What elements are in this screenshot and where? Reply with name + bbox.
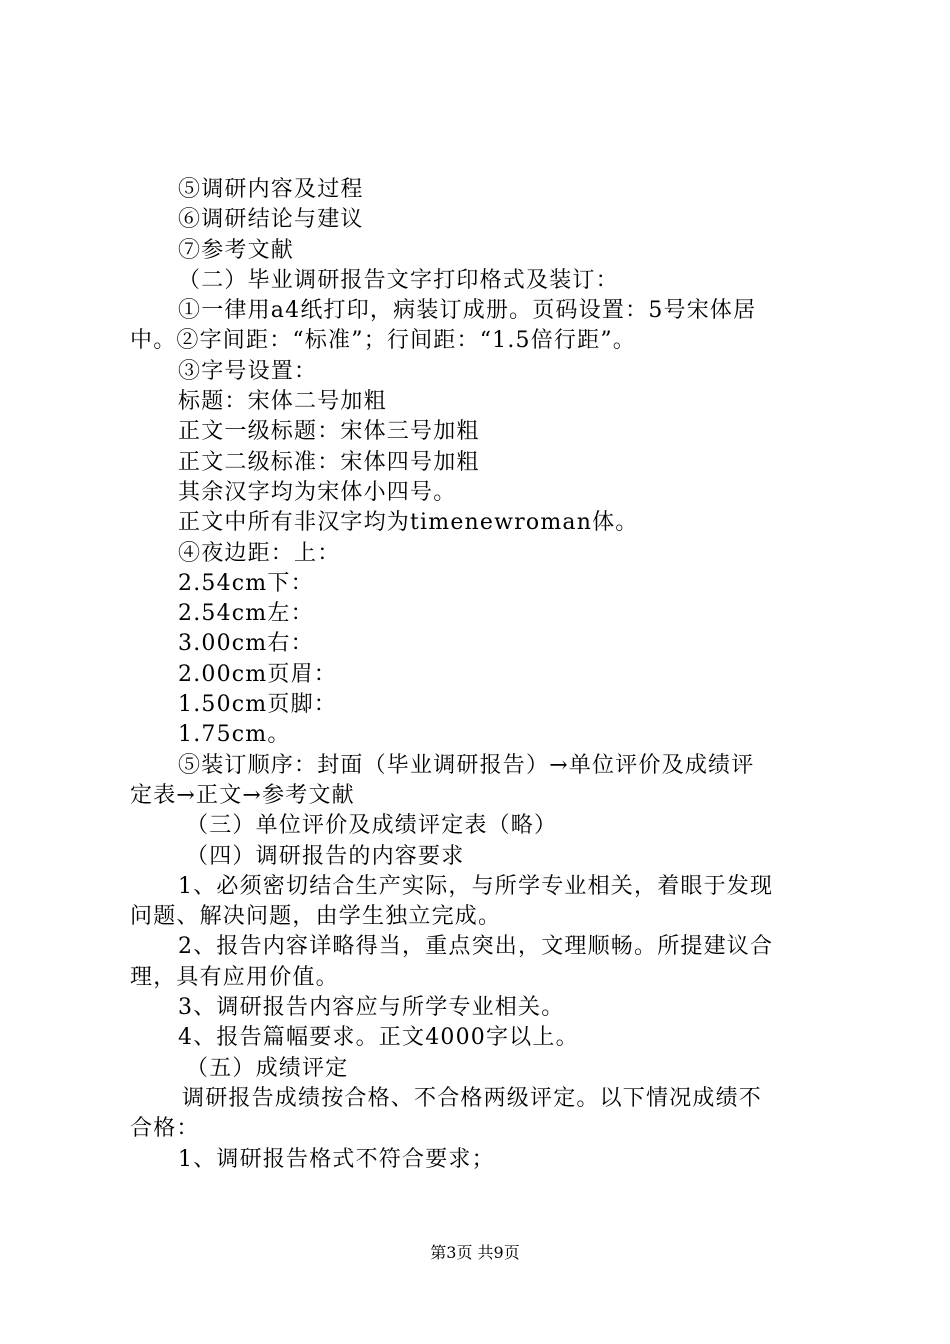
section-heading-4: （四）调研报告的内容要求 — [186, 843, 465, 869]
paragraph-line: 1.75cm。 — [178, 722, 291, 748]
list-item-research-content: ⑤调研内容及过程 — [178, 177, 364, 202]
paragraph-line: 问题、解决问题，由学生独立完成。 — [130, 904, 502, 930]
paragraph-line: 其余汉字均为宋体小四号。 — [178, 479, 457, 505]
paragraph-line: 正文中所有非汉字均为timenewroman体。 — [178, 510, 639, 536]
section-heading-3: （三）单位评价及成绩评定表（略） — [186, 813, 558, 839]
paragraph-line: 1.50cm页脚： — [178, 692, 337, 718]
paragraph-line: 中。②字间距：“标准”；行间距：“1.5倍行距”。 — [130, 328, 636, 354]
paragraph-line: 2、报告内容详略得当，重点突出，文理顺畅。所提建议合 — [178, 934, 774, 960]
paragraph-line: ①一律用a4纸打印，病装订成册。页码设置：5号宋体居 — [178, 298, 757, 324]
document-body — [130, 175, 832, 1175]
paragraph-line: 4、报告篇幅要求。正文4000字以上。 — [178, 1025, 579, 1051]
paragraph-line: 2.00cm页眉： — [178, 661, 337, 687]
list-item-references: ⑦参考文献 — [178, 237, 295, 263]
paragraph-line: 3、调研报告内容应与所学专业相关。 — [178, 995, 565, 1021]
paragraph-line: 调研报告成绩按合格、不合格两级评定。以下情况成绩不 — [182, 1085, 763, 1111]
paragraph-line: 1、必须密切结合生产实际，与所学专业相关，着眼于发现 — [178, 873, 774, 899]
section-heading-2: （二）毕业调研报告文字打印格式及装订： — [178, 267, 619, 293]
paragraph-line: 2.54cm左： — [178, 601, 314, 627]
paragraph-line: ⑤装订顺序：封面（毕业调研报告）→单位评价及成绩评 — [178, 752, 755, 778]
paragraph-line: 理，具有应用价值。 — [130, 964, 339, 990]
paragraph-line: ④夜边距：上： — [178, 540, 341, 566]
paragraph-line: 标题：宋体二号加粗 — [178, 389, 387, 415]
section-heading-5: （五）成绩评定 — [186, 1055, 349, 1081]
paragraph-line: ③字号设置： — [178, 358, 318, 384]
page-number-footer: 第3页 共9页 — [430, 1243, 520, 1262]
paragraph-line: 合格： — [130, 1116, 200, 1142]
paragraph-line: 正文一级标题：宋体三号加粗 — [178, 419, 480, 445]
paragraph-line: 定表→正文→参考文献 — [130, 782, 355, 808]
paragraph-line: 2.54cm下： — [178, 570, 314, 596]
paragraph-line: 3.00cm右： — [178, 631, 314, 657]
list-item-research-conclusion: ⑥调研结论与建议 — [178, 207, 364, 233]
paragraph-line: 1、调研报告格式不符合要求； — [178, 1146, 495, 1172]
paragraph-line: 正文二级标准：宋体四号加粗 — [178, 449, 480, 475]
